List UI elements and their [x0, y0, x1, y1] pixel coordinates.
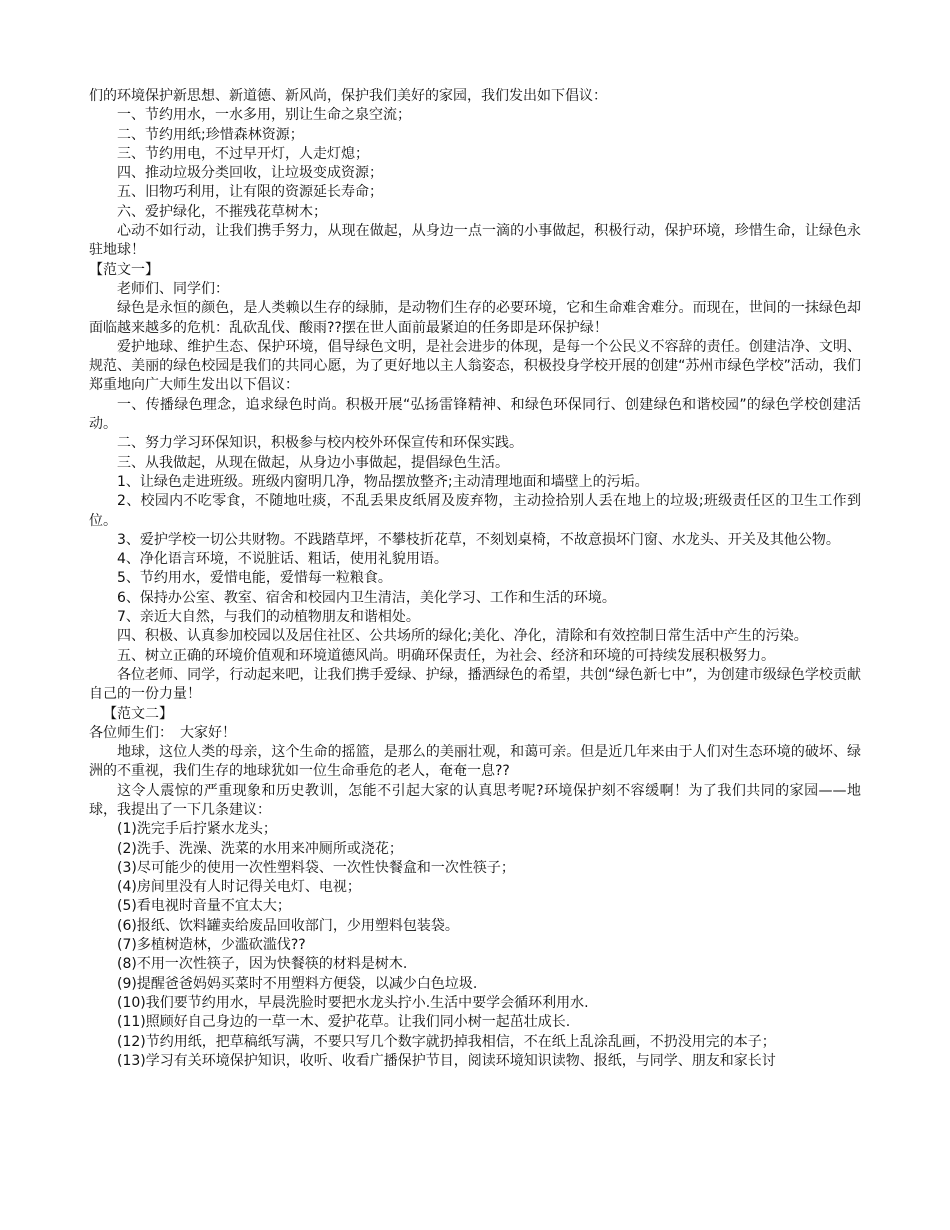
- paragraph: 五、旧物巧利用，让有限的资源延长寿命；: [117, 184, 383, 201]
- paragraph: 这令人震惊的严重现象和历史教训，怎能不引起大家的认真思考呢?环境保护刻不容缓啊！为了我们共同的家园——地球，我提出了一下几条建议：: [89, 782, 861, 818]
- paragraph: 7、亲近大自然，与我们的动植物朋友和谐相处。: [117, 609, 420, 626]
- paragraph: 三、从我做起，从现在做起，从身边小事做起，提倡绿色生活。: [117, 454, 509, 471]
- paragraph: 4、净化语言环境，不说脏话、粗话，使用礼貌用语。: [117, 551, 448, 568]
- paragraph: 三、节约用电，不过早开灯，人走灯熄；: [117, 145, 369, 162]
- paragraph: (4)房间里没有人时记得关电灯、电视；: [117, 879, 361, 896]
- paragraph: (9)提醒爸爸妈妈买菜时不用塑料方便袋，以减少白色垃圾.: [117, 975, 478, 992]
- paragraph: 1、让绿色走进班级。班级内窗明几净，物品摆放整齐;主动清理地面和墙壁上的污垢。: [117, 473, 649, 490]
- paragraph: (10)我们要节约用水，早晨洗脸时要把水龙头拧小.生活中要学会循环利用水.: [117, 994, 589, 1011]
- paragraph: 们的环境保护新思想、新道德、新风尚，保护我们美好的家园，我们发出如下倡议：: [89, 88, 607, 104]
- paragraph: (3)尽可能少的使用一次性塑料袋、一次性快餐盒和一次性筷子；: [117, 859, 515, 876]
- paragraph: 心动不如行动，让我们携手努力，从现在做起，从身边一点一滴的小事做起，积极行动，保护环境，珍惜生命，让绿色永驻地球！: [89, 223, 861, 259]
- paragraph: 6、保持办公室、教室、宿舍和校园内卫生清洁，美化学习、工作和生活的环境。: [117, 589, 616, 606]
- paragraph: (1)洗完手后拧紧水龙头；: [117, 821, 277, 838]
- paragraph: (8)不用一次性筷子，因为快餐筷的材料是树木.: [117, 956, 408, 973]
- paragraph: 【范文一】: [89, 261, 159, 278]
- paragraph: 二、节约用纸;珍惜森林资源；: [117, 126, 304, 143]
- paragraph: (12)节约用纸，把草稿纸写满，不要只写几个数字就扔掉我相信，不在纸上乱涂乱画，不扔没用完的本子；: [117, 1033, 776, 1050]
- paragraph: 地球，这位人类的母亲，这个生命的摇篮，是那么的美丽壮观，和蔼可亲。但是近几年来由于人们对生态环境的破坏、绿洲的不重视，我们生存的地球犹如一位生命垂危的老人，奄奄一息??: [89, 744, 861, 780]
- paragraph: 一、传播绿色理念，追求绿色时尚。积极开展“弘扬雷锋精神、和绿色环保同行、创建绿色和谐校园”的绿色学校创建活动。: [89, 396, 861, 433]
- paragraph: 【范文二】: [103, 705, 173, 722]
- paragraph: 六、爱护绿化，不摧残花草树木；: [117, 203, 327, 220]
- paragraph: 各位师生们： 大家好！: [89, 724, 236, 741]
- paragraph: 二、努力学习环保知识，积极参与校内校外环保宣传和环保实践。: [117, 435, 523, 452]
- paragraph: (13)学习有关环境保护知识，收听、收看广播保护节目，阅读环境知识读物、报纸，与同学、朋友和家长讨: [117, 1052, 776, 1069]
- paragraph: 各位老师、同学，行动起来吧，让我们携手爱绿、护绿，播洒绿色的希望，共创“绿色新七中”，为创建市级绿色学校贡献自己的一份力量！: [89, 666, 861, 703]
- paragraph: (7)多植树造林，少滥砍滥伐??: [117, 937, 306, 954]
- paragraph: 四、积极、认真参加校园以及居住社区、公共场所的绿化;美化、净化，清除和有效控制日常生活中产生的污染。: [117, 628, 808, 645]
- document-body: [89, 87, 861, 1071]
- paragraph: (11)照顾好自己身边的一草一木、爱护花草。让我们同小树一起茁壮成长.: [117, 1014, 571, 1031]
- paragraph: 四、推动垃圾分类回收，让垃圾变成资源；: [117, 165, 383, 182]
- paragraph: 3、爱护学校一切公共财物。不践踏草坪，不攀枝折花草，不刻划桌椅，不故意损坏门窗、水龙头、开关及其他公物。: [117, 531, 840, 548]
- paragraph: (2)洗手、洗澡、洗菜的水用来冲厕所或浇花；: [117, 840, 403, 857]
- paragraph: 老师们、同学们：: [117, 280, 229, 297]
- paragraph: 爱护地球、维护生态、保护环境，倡导绿色文明，是社会进步的体现，是每一个公民义不容辞的责任。创建洁净、文明、规范、美丽的绿色校园是我们的共同心愿，为了更好地以主人翁姿态，积极投身学校开展的创建“苏州市绿色学校”活动，我们郑重地向广大师生发出以下倡议：: [89, 338, 861, 394]
- paragraph: 绿色是永恒的颜色，是人类赖以生存的绿肺，是动物们生存的必要环境，它和生命难舍难分。而现在，世间的一抹绿色却面临越来越多的危机：乱砍乱伐、酸雨??摆在世人面前最紧迫的任务即是环保护绿！: [89, 300, 861, 336]
- paragraph: (6)报纸、饮料罐卖给废品回收部门，少用塑料包装袋。: [117, 917, 459, 934]
- paragraph: 2、校园内不吃零食，不随地吐痰，不乱丢果皮纸屑及废弃物，主动捡拾别人丢在地上的垃圾;班级责任区的卫生工作到位。: [89, 493, 861, 529]
- paragraph: (5)看电视时音量不宜太大；: [117, 898, 291, 915]
- paragraph: 五、树立正确的环境价值观和环境道德风尚。明确环保责任，为社会、经济和环境的可持续发展积极努力。: [117, 647, 775, 664]
- paragraph: 5、节约用水，爱惜电能，爱惜每一粒粮食。: [117, 570, 392, 587]
- paragraph: 一、节约用水，一水多用，别让生命之泉空流；: [117, 107, 411, 124]
